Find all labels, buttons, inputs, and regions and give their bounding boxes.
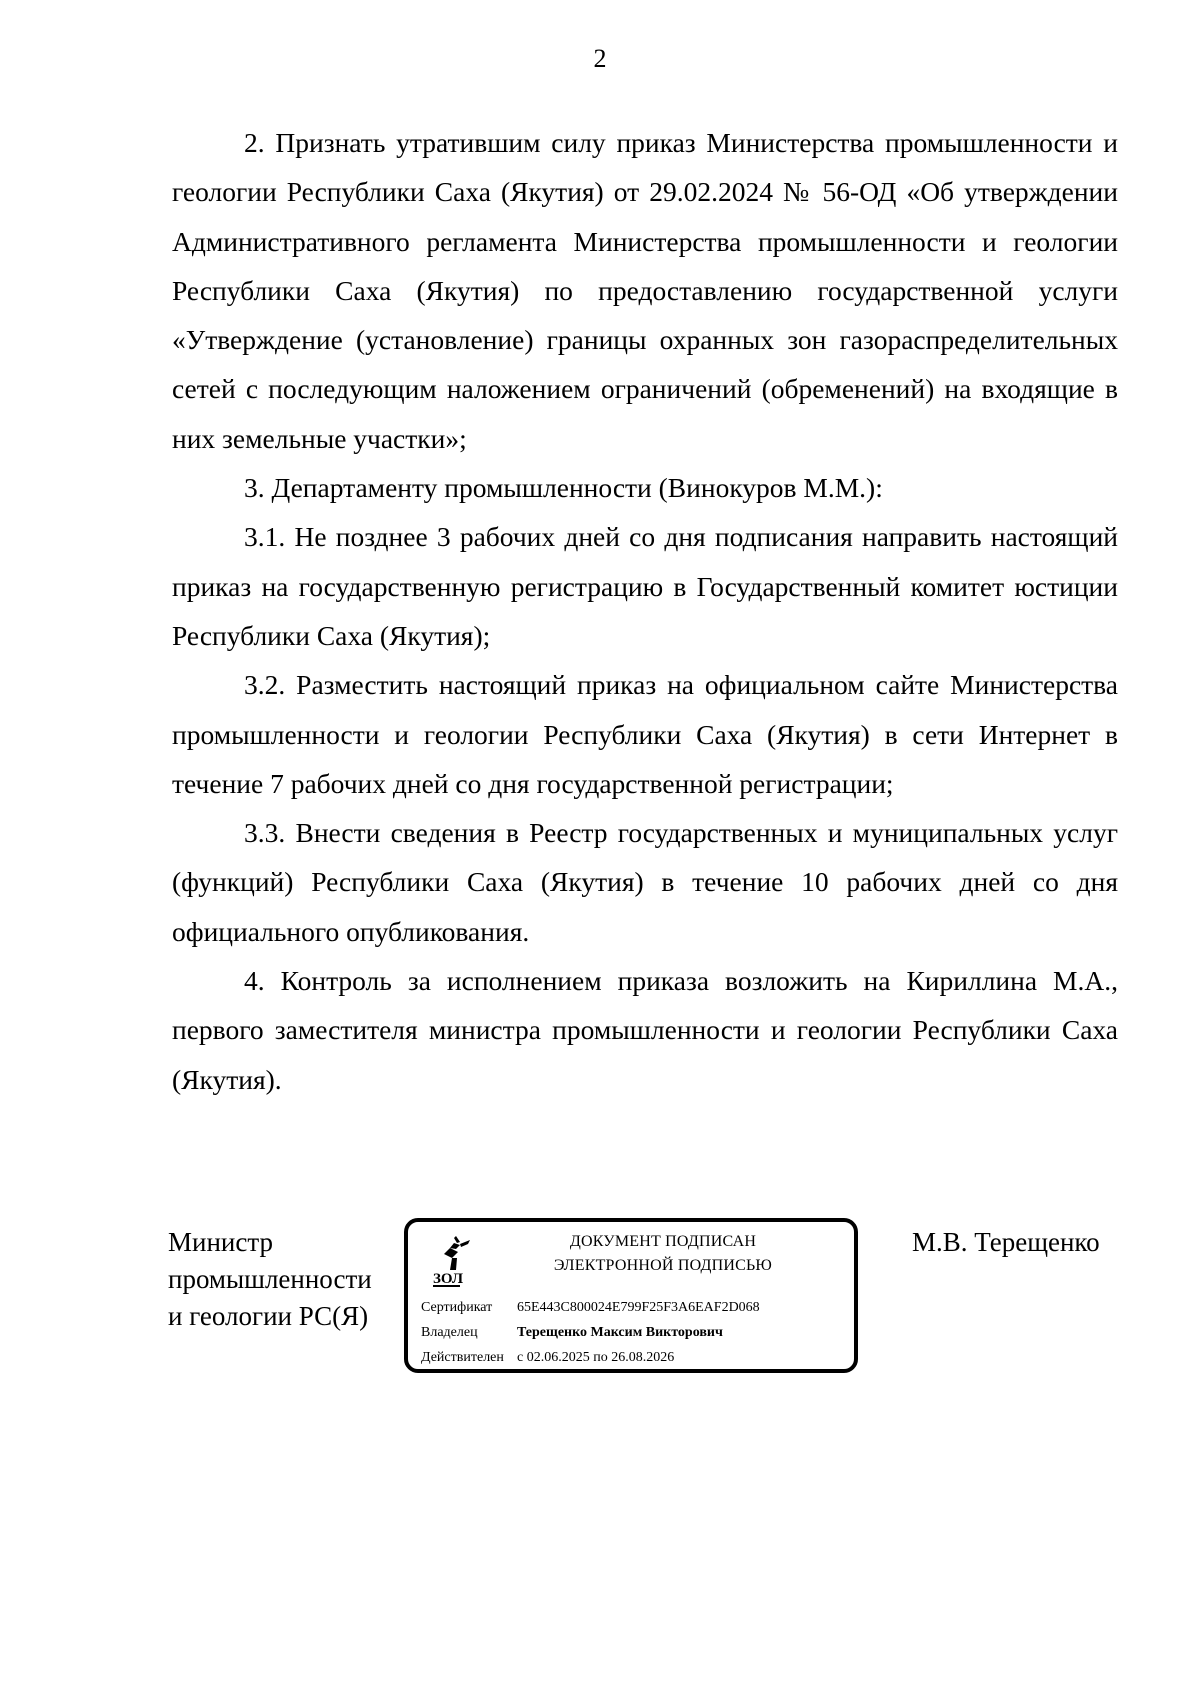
svg-text:ЗОЛ: ЗОЛ — [433, 1271, 464, 1287]
signer-title-line: Министр — [168, 1227, 273, 1257]
stamp-heading-line2: ЭЛЕКТРОННОЙ ПОДПИСЬЮ — [553, 1257, 773, 1274]
signer-name: М.В. Терещенко — [912, 1227, 1100, 1257]
signature-block — [0, 1218, 1200, 1378]
paragraph-3-1: 3.1. Не позднее 3 рабочих дней со дня подписания направить настоящий приказ на государственную регистрацию в Государственный комитет юстиции Республики Саха (Якутия); — [172, 521, 1118, 651]
signer-title — [168, 1224, 372, 1335]
signer-title-line: промышленности — [168, 1264, 372, 1294]
stamp-certificate-row — [421, 1300, 760, 1316]
owner-value: Терещенко Максим Викторович — [517, 1325, 723, 1340]
document-body — [172, 118, 1118, 1104]
electronic-signature-stamp — [404, 1218, 858, 1373]
paragraph-2: 2. Признать утратившим силу приказ Министерства промышленности и геологии Республики Саха (Якутия) от 29.02.2024 № 56-ОД «Об утверждении Административного регламента Министерства промышленности и геологии Республики Саха (Якутия) по предоставлению государственной услуги «Утверждение (установление) границы охранных зон газораспределительных сетей с последующим наложением ограничений (обременений) на входящие в них земельные участки»; — [172, 127, 1118, 454]
paragraph-4: 4. Контроль за исполнением приказа возложить на Кириллина М.А., первого заместителя министра промышленности и геологии Республики Саха (Якутия). — [172, 965, 1118, 1095]
stamp-owner-row — [421, 1325, 723, 1341]
validity-value: с 02.06.2025 по 26.08.2026 — [517, 1350, 675, 1365]
owner-label: Владелец — [421, 1325, 478, 1340]
stamp-heading-line1: ДОКУМЕНТ ПОДПИСАН — [569, 1233, 757, 1250]
validity-label: Действителен — [421, 1350, 504, 1365]
emblem-icon — [430, 1234, 478, 1294]
paragraph-3-3: 3.3. Внести сведения в Реестр государственных и муниципальных услуг (функций) Республики Саха (Якутия) в течение 10 рабочих дней со дня официального опубликования. — [172, 817, 1118, 947]
certificate-value: 65E443C800024E799F25F3A6EAF2D068 — [517, 1300, 760, 1315]
paragraph-3-2: 3.2. Разместить настоящий приказ на официальном сайте Министерства промышленности и геологии Республики Саха (Якутия) в сети Интернет в течение 7 рабочих дней со дня государственной регистрации; — [172, 669, 1118, 799]
certificate-label: Сертификат — [421, 1300, 493, 1315]
stamp-validity-row — [421, 1350, 674, 1366]
paragraph-3: 3. Департаменту промышленности (Винокуров М.М.): — [244, 472, 883, 504]
page-number: 2 — [593, 44, 607, 73]
signer-title-line: и геологии РС(Я) — [168, 1301, 369, 1331]
